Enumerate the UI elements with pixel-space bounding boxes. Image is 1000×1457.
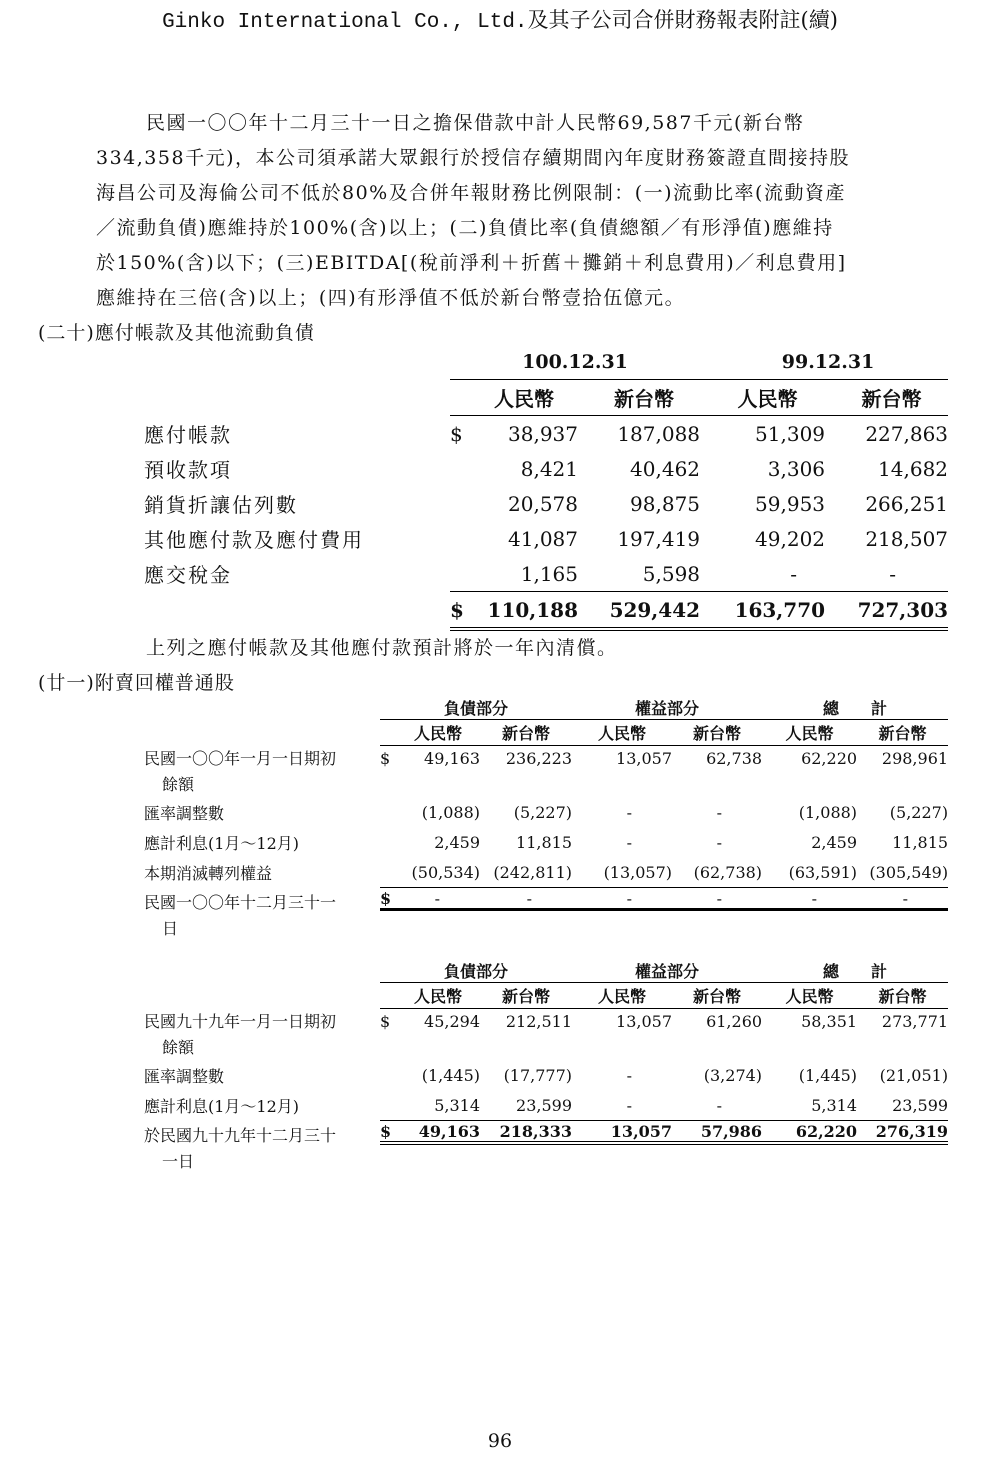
paragraph-line: 民國一〇〇年十二月三十一日之擔保借款中計人民幣69,587千元(新台幣 (146, 112, 805, 134)
currency-header: 人民幣 (700, 380, 825, 416)
currency-header: 新台幣 (825, 380, 948, 416)
currency-header: 人民幣 (396, 983, 480, 1009)
header-subtitle: 及其子公司合併財務報表附註(續) (527, 8, 838, 32)
total-row: $ 110,188 529,442 163,770 727,303 (140, 592, 948, 630)
payables-table (140, 344, 948, 631)
period-header: 99.12.31 (700, 344, 948, 380)
currency-header: 人民幣 (572, 720, 672, 746)
total-row: 民國一〇〇年十二月三十一 日 $ - - - - - - (140, 888, 948, 942)
table-row: 預收款項 8,421 40,462 3,306 14,682 (144, 456, 949, 482)
table-row: 民國九十九年一月一日期初 餘額 $ 45,294 212,511 13,057 61,260 58,351 273,771 (144, 1011, 949, 1057)
table-row: 應交稅金 1,165 5,598 - - (140, 556, 948, 592)
total-row: 於民國九十九年十二月三十 一日 $ 49,163 218,333 13,057 57,986 62,220 276,319 (144, 1122, 949, 1171)
currency-header: 人民幣 (572, 983, 672, 1009)
table-row: 應計利息(1月～12月) 2,459 11,815 - - 2,459 11,815 (144, 833, 949, 853)
page-header (0, 4, 1000, 34)
note-text: 上列之應付帳款及其他應付款預計將於一年內清償。 (146, 637, 618, 659)
group-header: 總 計 (762, 696, 948, 720)
section-title: (廿一)附賣回權普通股 (38, 672, 235, 694)
paragraph-line: 334,358千元)，本公司須承諾大眾銀行於授信存續期間內年度財務簽證直間接持股 (96, 147, 850, 169)
company-name: Ginko International Co., Ltd. (162, 11, 528, 34)
currency-header: 人民幣 (762, 720, 857, 746)
currency-header: 人民幣 (396, 720, 480, 746)
table-row: 應付帳款 $ 38,937 187,088 51,309 227,863 (144, 421, 949, 447)
paragraph-line: 於150%(含)以下；(三)EBITDA[(稅前淨利＋折舊＋攤銷＋利息費用)／利息費用] (96, 252, 847, 274)
paragraph-line: 應維持在三倍(含)以上；(四)有形淨值不低於新台幣壹拾伍億元。 (96, 287, 686, 309)
table-row: 其他應付款及應付費用 41,087 197,419 49,202 218,507 (144, 526, 949, 552)
page-number: 96 (487, 1430, 513, 1452)
table-row: 應計利息(1月～12月) 5,314 23,599 - - 5,314 23,599 (140, 1091, 948, 1121)
currency-header: 新台幣 (857, 983, 948, 1009)
currency-header: 新台幣 (480, 720, 572, 746)
redeemable-shares-table-2010 (140, 959, 948, 1175)
table-row: 本期消滅轉列權益 (50,534) (242,811) (13,057) (62,738) (63,591) (305,549) (140, 858, 948, 888)
redeemable-shares-table-2011 (140, 696, 948, 942)
group-header: 權益部分 (572, 959, 762, 983)
paragraph-line: 海昌公司及海倫公司不低於80%及合併年報財務比例限制：(一)流動比率(流動資產 (96, 182, 846, 204)
currency-header: 新台幣 (672, 983, 762, 1009)
table-row: 匯率調整數 (1,445) (17,777) - (3,274) (1,445) (21,051) (144, 1066, 949, 1086)
paragraph-line: ／流動負債)應維持於100%(含)以上；(二)負債比率(負債總額／有形淨值)應維持 (96, 217, 834, 239)
currency-header: 新台幣 (578, 380, 700, 416)
currency-header: 新台幣 (672, 720, 762, 746)
group-header: 總 計 (762, 959, 948, 983)
table-row: 銷貨折讓估列數 20,578 98,875 59,953 266,251 (144, 491, 949, 517)
currency-header: 人民幣 (762, 983, 857, 1009)
section-title: (二十)應付帳款及其他流動負債 (38, 322, 315, 344)
group-header: 負債部分 (380, 959, 572, 983)
period-header: 100.12.31 (450, 344, 700, 380)
currency-header: 新台幣 (480, 983, 572, 1009)
currency-header: 新台幣 (857, 720, 948, 746)
group-header: 負債部分 (380, 696, 572, 720)
table-row: 民國一〇〇年一月一日期初 餘額 $ 49,163 236,223 13,057 62,738 62,220 298,961 (144, 748, 949, 794)
table-row: 匯率調整數 (1,088) (5,227) - - (1,088) (5,227) (144, 803, 949, 823)
group-header: 權益部分 (572, 696, 762, 720)
currency-header: 人民幣 (470, 380, 578, 416)
